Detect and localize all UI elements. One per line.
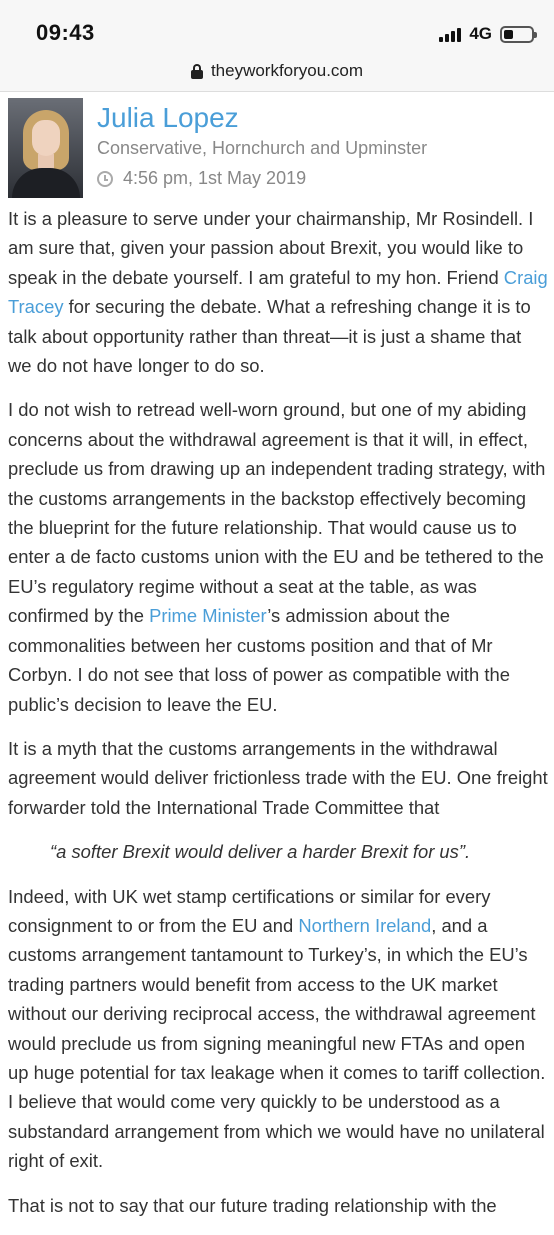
browser-top-bar [0,0,554,92]
speaker-header [8,98,548,198]
status-indicators [439,22,534,46]
speech-paragraph [8,204,548,380]
link-northern-ireland[interactable]: Northern Ireland [298,914,432,936]
battery-icon [500,26,534,43]
speech-body [8,204,548,1235]
paragraph-text: ’s admission about the commonalities between her customs position and that of Mr Corbyn. I do not see that loss of power as compatible with the public’s decision to leave the EU. [8,605,510,715]
speech-paragraph: That is not to say that our future trading relationship with the [8,1194,497,1216]
speech-quote: “a softer Brexit would deliver a harder Brexit for us”. [50,841,471,863]
speaker-name-link[interactable]: Julia Lopez [97,102,239,133]
paragraph-text: , and a customs arrangement tantamount to Turkey’s, in which the EU’s trading partners would benefit from access to the UK market without our deriving reciprocal access, the withdrawal agreement would preclude us from signing meaningful new FTAs and open up huge potential for tax leakage when it comes to tariff collection. I believe that would come very quickly to be understood as a substandard arrangement from which we would have no unilateral right of exit. [8,914,546,1172]
timestamp-text: 4:56 pm, 1st May 2019 [123,168,307,188]
paragraph-text: for securing the debate. What a refreshing change it is to talk about opportunity rather than threat—it is just a shame that we do not have longer to do so. [8,296,531,377]
clock-icon [97,171,113,187]
paragraph-text: I do not wish to retread well-worn ground, but one of my abiding concerns about the withdrawal agreement is that it will, in effect, preclude us from drawing up an independent trading strategy, with the customs arrangements in the backstop effectively becoming the blueprint for the future relationship. That would cause us to enter a de facto customs union with the EU and be tethered to the EU’s regulatory regime without a seat at the table, as was confirmed by the [8,399,546,627]
lock-icon [191,64,203,79]
speech-paragraph [8,882,548,1176]
paragraph-text: It is a pleasure to serve under your chairmanship, Mr Rosindell. I am sure that, given your passion about Brexit, you would like to speak in the debate yourself. I am grateful to my hon. Friend [8,208,534,288]
status-time: 09:43 [36,20,95,45]
network-type: 4G [469,24,492,43]
member-link-prime-minister[interactable]: Prime Minister [149,605,268,627]
member-link-craig-tracey[interactable]: Craig Tracey [8,266,548,318]
speaker-photo[interactable] [8,98,83,198]
address-bar[interactable] [0,58,554,84]
signal-icon [439,26,461,42]
speaker-party: Conservative, Hornchurch and Upminster [97,138,428,158]
speech-paragraph: It is a myth that the customs arrangements in the withdrawal agreement would deliver frictionless trade with the EU. One freight forwarder told the International Trade Committee that [8,737,548,818]
speech-paragraph [8,395,548,718]
paragraph-text: Indeed, with UK wet stamp certifications or similar for every consignment to or from the EU and [8,885,491,936]
speech-timestamp[interactable] [97,168,306,189]
url-text[interactable]: theyworkforyou.com [210,61,364,80]
